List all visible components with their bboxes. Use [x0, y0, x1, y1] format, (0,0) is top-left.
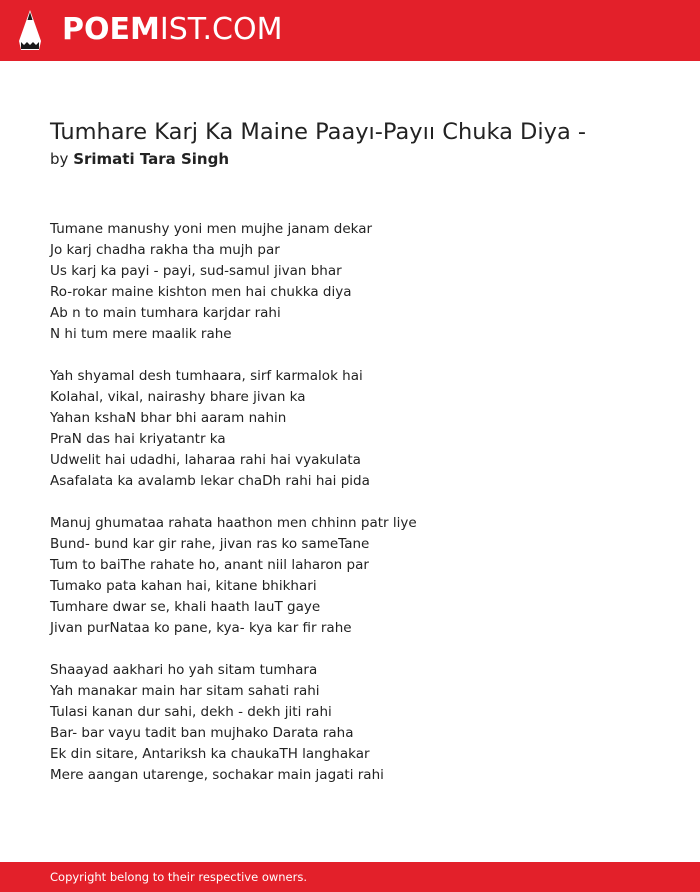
poem-line: Kolahal, vikal, nairashy bhare jivan ka: [50, 389, 306, 405]
logo-bold-text: POEM: [62, 12, 160, 47]
poem-line: Yah manakar main har sitam sahati rahi: [50, 683, 320, 699]
poem-line: Jo karj chadha rakha tha mujh par: [50, 242, 280, 258]
logo-light-text: IST.COM: [159, 12, 283, 47]
poem-line: Manuj ghumataa rahata haathon men chhinn patr liye: [50, 515, 417, 531]
poem-line: Tumhare dwar se, khali haath lauT gaye: [50, 599, 321, 615]
poem-line: Jivan purNataa ko pane, kya- kya kar fir rahe: [50, 620, 352, 636]
stanza-4: [50, 660, 670, 786]
author-name: Srimati Tara Singh: [73, 150, 230, 168]
poem-line: PraN das hai kriyatantr ka: [50, 431, 226, 447]
poem-line: Bar- bar vayu tadit ban mujhako Darata raha: [50, 725, 354, 741]
poem-line: Ro-rokar maine kishton men hai chukka diya: [50, 284, 352, 300]
stanza-3: [50, 513, 670, 639]
poem-line: Bund- bund kar gir rahe, jivan ras ko sameTane: [50, 536, 370, 552]
stanza-2: [50, 366, 670, 492]
poem-line: Udwelit hai udadhi, laharaa rahi hai vyakulata: [50, 452, 361, 468]
poem-line: Shaayad aakhari ho yah sitam tumhara: [50, 662, 318, 678]
poem-line: Asafalata ka avalamb lekar chaDh rahi hai pida: [50, 473, 370, 489]
poem-line: Tulasi kanan dur sahi, dekh - dekh jiti rahi: [50, 704, 332, 720]
poem-line: Mere aangan utarenge, sochakar main jagati rahi: [50, 767, 384, 783]
poem-line: Tumane manushy yoni men mujhe janam dekar: [50, 221, 373, 237]
pencil-tip-icon[interactable]: [18, 9, 42, 51]
stanza-1: [50, 219, 670, 345]
poem-line: Yah shyamal desh tumhaara, sirf karmalok hai: [50, 368, 363, 384]
site-logo[interactable]: [62, 11, 282, 49]
poem-line: Tumako pata kahan hai, kitane bhikhari: [50, 578, 317, 594]
site-header: [0, 0, 700, 61]
site-footer: [0, 862, 700, 892]
copyright-notice: Copyright belong to their respective owners.: [50, 870, 308, 884]
poem-line: Us karj ka payi - payi, sud-samul jivan bhar: [50, 263, 342, 279]
poem-line: Ab n to main tumhara karjdar rahi: [50, 305, 281, 321]
poem-line: Tum to baiThe rahate ho, anant niil laharon par: [50, 557, 369, 573]
poem-body: [50, 219, 670, 807]
byline: [50, 149, 229, 169]
by-label: by: [50, 150, 69, 168]
poem-line: N hi tum mere maalik rahe: [50, 326, 232, 342]
poem-line: Ek din sitare, Antariksh ka chaukaTH langhakar: [50, 746, 370, 762]
poem-title: Tumhare Karj Ka Maine Paayı-Payıı Chuka Diya -: [50, 119, 587, 145]
poem-line: Yahan kshaN bhar bhi aaram nahin: [50, 410, 287, 426]
